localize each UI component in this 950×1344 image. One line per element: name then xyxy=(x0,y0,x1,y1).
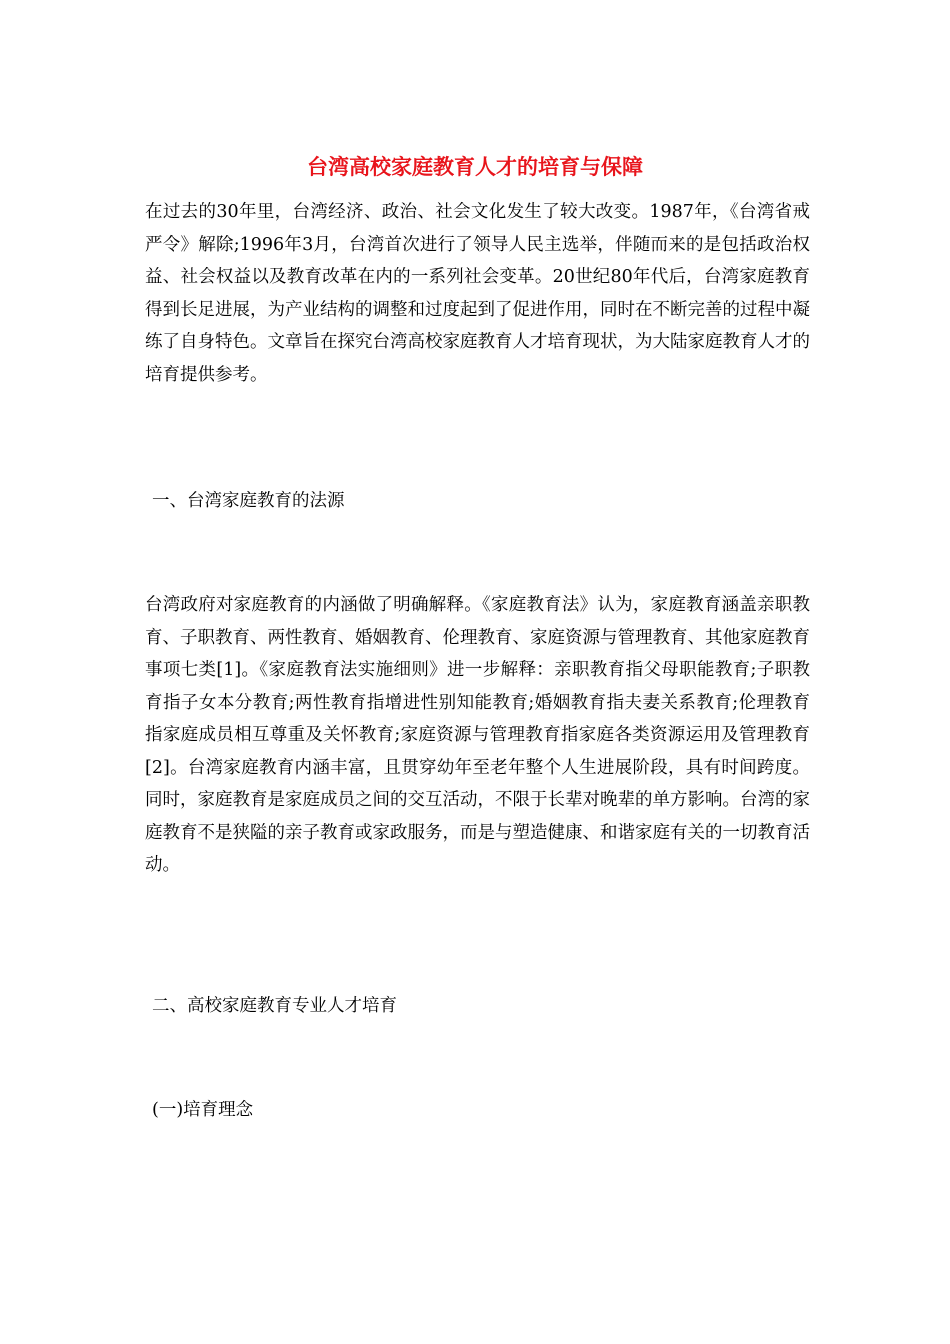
document-title: 台湾高校家庭教育人才的培育与保障 xyxy=(307,154,643,179)
section-heading-1: 一、台湾家庭教育的法源 xyxy=(152,491,345,511)
subsection-heading-1: (一)培育理念 xyxy=(152,1100,254,1120)
section-1-paragraph: 台湾政府对家庭教育的内涵做了明确解释。《家庭教育法》认为，家庭教育涵盖亲职教育、子职教育、两性教育、婚姻教育、伦理教育、家庭资源与管理教育、其他家庭教育事项七类[1]。《家庭教育法实施细则》进一步解释：亲职教育指父母职能教育;子职教育指子女本分教育;两性教育指增进性别知能教育;婚姻教育指夫妻关系教育;伦理教育指家庭成员相互尊重及关怀教育;家庭资源与管理教育指家庭各类资源运用及管理教育[2]。台湾家庭教育内涵丰富，且贯穿幼年至老年整个人生进展阶段，具有时间跨度。同时，家庭教育是家庭成员之间的交互活动，不限于长辈对晚辈的单方影响。台湾的家庭教育不是狭隘的亲子教育或家政服务，而是与塑造健康、和谐家庭有关的一切教育活动。 xyxy=(145,595,810,875)
intro-paragraph: 在过去的30年里，台湾经济、政治、社会文化发生了较大改变。1987年，《台湾省戒严令》解除;1996年3月，台湾首次进行了领导人民主选举，伴随而来的是包括政治权益、社会权益以及教育改革在内的一系列社会变革。20世纪80年代后，台湾家庭教育得到长足进展，为产业结构的调整和过度起到了促进作用，同时在不断完善的过程中凝练了自身特色。文章旨在探究台湾高校家庭教育人才培育现状，为大陆家庭教育人才的培育提供参考。 xyxy=(145,202,810,385)
section-heading-2: 二、高校家庭教育专业人才培育 xyxy=(152,996,397,1016)
